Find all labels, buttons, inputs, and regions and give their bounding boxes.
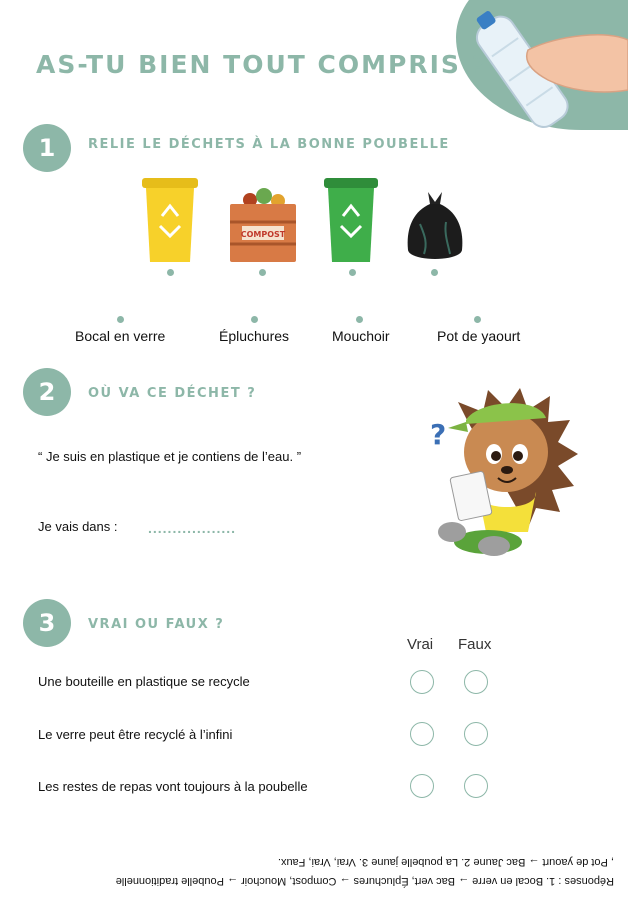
answer-prompt: Je vais dans : <box>38 519 118 534</box>
page-title: AS-TU BIEN TOUT COMPRIS ? <box>36 50 489 79</box>
radio-false-1[interactable] <box>464 670 488 694</box>
bin-connector-dot[interactable] <box>259 269 266 276</box>
item-connector-dot[interactable] <box>356 316 363 323</box>
section-2-number: 2 <box>23 368 71 416</box>
radio-true-1[interactable] <box>410 670 434 694</box>
column-true-header: Vrai <box>407 636 434 653</box>
statement-3: Les restes de repas vont toujours à la poubelle <box>38 779 308 794</box>
compost-bin-icon <box>228 186 298 264</box>
bin-connector-dot[interactable] <box>167 269 174 276</box>
statement-1: Une bouteille en plastique se recycle <box>38 674 250 689</box>
section-1-number: 1 <box>23 124 71 172</box>
hedgehog-mascot <box>428 382 588 558</box>
bin-connector-dot[interactable] <box>349 269 356 276</box>
column-false-header: Faux <box>458 636 492 653</box>
section-2-title: OÙ VA CE DÉCHET ? <box>88 386 257 401</box>
black-bag-icon <box>404 190 466 264</box>
bin-connector-dot[interactable] <box>431 269 438 276</box>
item-label-bocal: Bocal en verre <box>75 328 166 344</box>
compost-label: COMPOST <box>240 230 286 239</box>
radio-true-2[interactable] <box>410 722 434 746</box>
section-3-title: VRAI OU FAUX ? <box>88 617 225 632</box>
item-connector-dot[interactable] <box>117 316 124 323</box>
statement-2: Le verre peut être recyclé à l’infini <box>38 727 233 742</box>
radio-true-3[interactable] <box>410 774 434 798</box>
question-mark-icon: ? <box>430 418 447 451</box>
answers-line-2: , Pot de yaourt → Bac Jaune 2. La poubelle jaune 3. Vrai, Vrai, Faux. <box>277 856 614 868</box>
item-label-pot-yaourt: Pot de yaourt <box>437 328 521 344</box>
radio-false-3[interactable] <box>464 774 488 798</box>
item-label-mouchoir: Mouchoir <box>332 328 390 344</box>
section-1-title: RELIE LE DÉCHETS À LA BONNE POUBELLE <box>88 137 450 152</box>
riddle-quote: “ Je suis en plastique et je contiens de l’eau. ” <box>38 449 302 464</box>
section-3-number: 3 <box>23 599 71 647</box>
radio-false-2[interactable] <box>464 722 488 746</box>
item-connector-dot[interactable] <box>251 316 258 323</box>
green-bin-icon <box>322 174 380 266</box>
answer-blank[interactable]: .................. <box>148 520 237 536</box>
item-connector-dot[interactable] <box>474 316 481 323</box>
yellow-bin-icon <box>140 174 200 266</box>
answers-upside-down <box>0 840 628 890</box>
hand-bottle-illustration <box>468 0 628 160</box>
answers-line-1: Réponses : 1. Bocal en verre → Bac vert, Épluchures → Compost, Mouchoir → Poubelle traditionnelle <box>115 875 614 887</box>
item-label-epluchures: Épluchures <box>219 328 290 344</box>
